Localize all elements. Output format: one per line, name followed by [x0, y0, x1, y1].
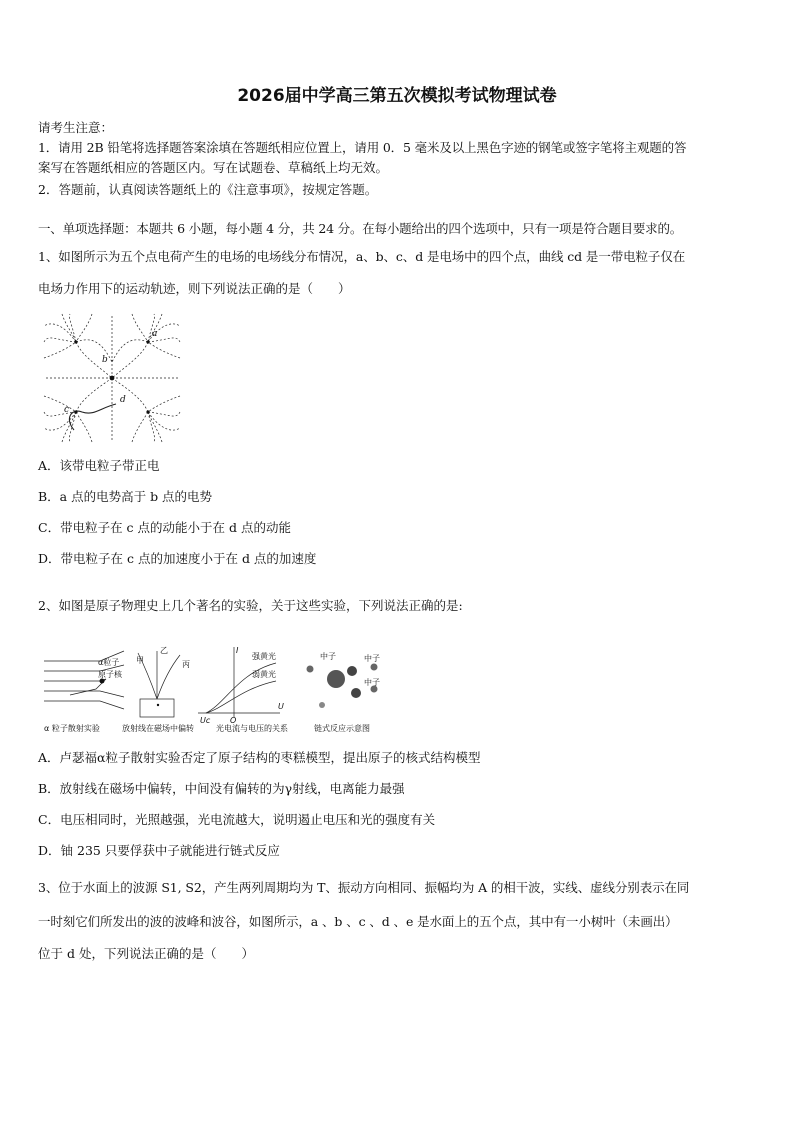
strong-light-label: 强黄光 — [252, 652, 276, 661]
notice-heading: 请考生注意： — [38, 120, 114, 135]
notice-line-1a: 1．请用 2B 铅笔将选择题答案涂填在答题纸相应位置上，请用 0．5 毫米及以上黑色字迹的钢笔或签字笔将主观题的答 — [38, 140, 687, 155]
q3-stem-line-2: 一时刻它们所发出的波的波峰和波谷，如图所示，a 、b 、c 、d 、e 是水面上的五个点，其中有一小树叶（未画出） — [38, 914, 678, 929]
i-axis-label: I — [236, 646, 239, 655]
q2-option-b: B．放射线在磁场中偏转，中间没有偏转的为γ射线，电离能力最强 — [38, 781, 405, 796]
point-d-label: d — [120, 395, 126, 405]
caption-alpha: α 粒子散射实验 — [44, 724, 100, 733]
alpha-particle-label: α粒子 — [98, 658, 120, 667]
q1-option-d: D．带电粒子在 c 点的加速度小于在 d 点的加速度 — [38, 551, 317, 566]
bing-label: 丙 — [182, 660, 190, 669]
neutron-label-3: 中子 — [364, 678, 380, 687]
nucleus-label: 原子核 — [98, 670, 122, 679]
caption-radiation: 放射线在磁场中偏转 — [122, 724, 194, 733]
page-title: 2026届中学高三第五次模拟考试物理试卷 — [237, 86, 557, 106]
uc-label: Uc — [200, 716, 211, 725]
neutron-label-1: 中子 — [320, 652, 336, 661]
weak-light-label: 弱黄光 — [252, 670, 276, 679]
q1-option-b: B．a 点的电势高于 b 点的电势 — [38, 489, 213, 504]
q1-stem-line-2: 电场力作用下的运动轨迹，则下列说法正确的是（ ） — [38, 281, 351, 296]
q2-experiments-figure — [40, 643, 390, 735]
neutron-label-2: 中子 — [364, 654, 380, 663]
origin-label: O — [230, 716, 237, 725]
notice-line-2: 2．答题前，认真阅读答题纸上的《注意事项》，按规定答题。 — [38, 182, 378, 197]
q1-stem-line-1: 1、如图所示为五个点电荷产生的电场的电场线分布情况，a、b、c、d 是电场中的四个点，曲线 cd 是一带电粒子仅在 — [38, 249, 686, 264]
yi-label: 乙 — [160, 646, 168, 655]
u-axis-label: U — [278, 702, 284, 711]
q3-stem-line-1: 3、位于水面上的波源 S1, S2，产生两列周期均为 T、振动方向相同、振幅均为 A 的相干波，实线、虚线分别表示在同 — [38, 880, 690, 895]
caption-photocurrent: 光电流与电压的关系 — [216, 724, 288, 733]
q2-option-c: C．电压相同时，光照越强，光电流越大，说明遏止电压和光的强度有关 — [38, 812, 436, 827]
q1-field-line-figure — [42, 312, 182, 444]
q2-option-a: A．卢瑟福α粒子散射实验否定了原子结构的枣糕模型，提出原子的核式结构模型 — [38, 750, 481, 765]
section-heading: 一、单项选择题：本题共 6 小题，每小题 4 分，共 24 分。在每小题给出的四个选项中，只有一项是符合题目要求的。 — [38, 221, 683, 236]
notice-line-1b: 案写在答题纸相应的答题区内。写在试题卷、草稿纸上均无效。 — [38, 160, 389, 175]
jia-label: 甲 — [136, 656, 144, 665]
point-b-label: b — [102, 355, 108, 365]
q3-stem-line-3: 位于 d 处，下列说法正确的是（ ） — [38, 946, 254, 961]
q1-option-c: C．带电粒子在 c 点的动能小于在 d 点的动能 — [38, 520, 291, 535]
q2-option-d: D．铀 235 只要俘获中子就能进行链式反应 — [38, 843, 280, 858]
point-a-label: a — [152, 329, 158, 339]
point-c-label: c — [64, 405, 70, 415]
q1-option-a: A．该带电粒子带正电 — [38, 458, 160, 473]
q2-stem: 2、如图是原子物理史上几个著名的实验，关于这些实验，下列说法正确的是: — [38, 598, 463, 613]
caption-chain-reaction: 链式反应示意图 — [314, 724, 370, 733]
